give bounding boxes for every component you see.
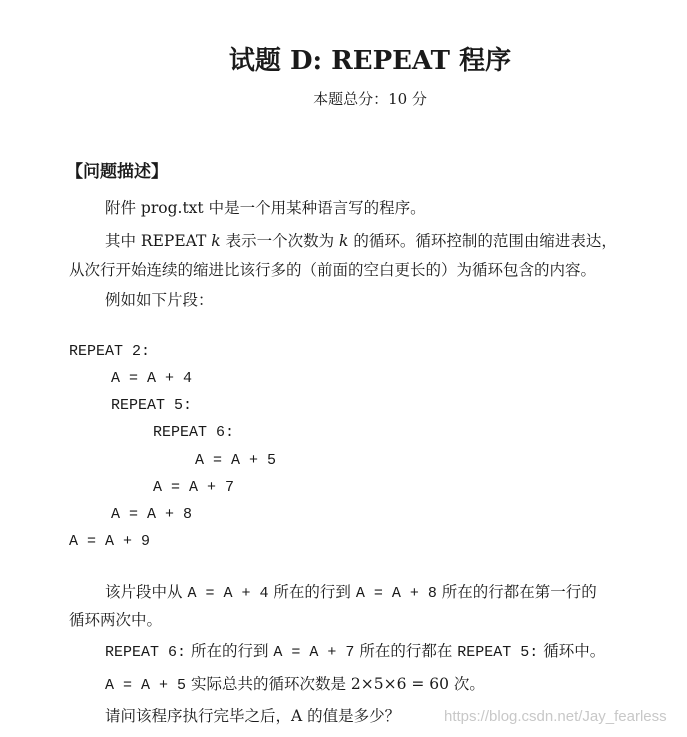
var-k: k (211, 232, 221, 250)
text: 实际总共的循环次数是 2×5×6 = 60 次。 (186, 675, 485, 693)
code-line: REPEAT 2: (69, 343, 151, 360)
code-line: A = A + 8 (111, 506, 193, 523)
question: 请问该程序执行完毕之后，A 的值是多少？ (105, 707, 401, 725)
code-line: A = A + 7 (153, 479, 235, 496)
text: 循环中。 (538, 642, 606, 660)
section-heading: 【问题描述】 (66, 162, 168, 182)
code-line: REPEAT 5: (111, 397, 193, 414)
text: 该片段中从 (105, 583, 188, 601)
text: 表示一个次数为 (220, 232, 340, 250)
text: 所在的行都在第一行的 (436, 583, 597, 601)
problem-title: 试题 D: REPEAT 程序 (228, 46, 512, 76)
var-k: k (339, 232, 349, 250)
inline-code: REPEAT 5: (457, 644, 539, 661)
inline-code: A = A + 7 (273, 644, 355, 661)
explanation-1-cont: 循环两次中。 (69, 611, 163, 629)
inline-code: A = A + 8 (355, 585, 437, 602)
code-line: A = A + 5 (195, 452, 277, 469)
text: 所在的行到 (186, 642, 274, 660)
code-line: REPEAT 6: (153, 424, 235, 441)
paragraph-repeat-def (105, 231, 617, 251)
code-line: A = A + 4 (111, 370, 193, 387)
paragraph-repeat-def-cont: 从次行开始连续的缩进比该行多的（前面的空白更长的）为循环包含的内容。 (69, 261, 597, 279)
inline-code: A = A + 5 (105, 677, 187, 694)
code-line: A = A + 9 (69, 533, 151, 550)
text: 所在的行都在 (354, 642, 458, 660)
explanation-2 (105, 641, 605, 663)
score-label: 本题总分：10 分 (313, 90, 427, 108)
text: 其中 REPEAT (105, 232, 212, 250)
inline-code: REPEAT 6: (105, 644, 187, 661)
text: 所在的行到 (268, 583, 356, 601)
text: 的循环。循环控制的范围由缩进表达， (348, 232, 617, 250)
explanation-1 (105, 582, 597, 604)
explanation-3 (105, 674, 485, 696)
watermark: https://blog.csdn.net/Jay_fearless (444, 708, 667, 725)
inline-code: A = A + 4 (187, 585, 269, 602)
paragraph-example: 例如如下片段： (105, 291, 214, 309)
paragraph-attachment: 附件 prog.txt 中是一个用某种语言写的程序。 (105, 199, 426, 217)
